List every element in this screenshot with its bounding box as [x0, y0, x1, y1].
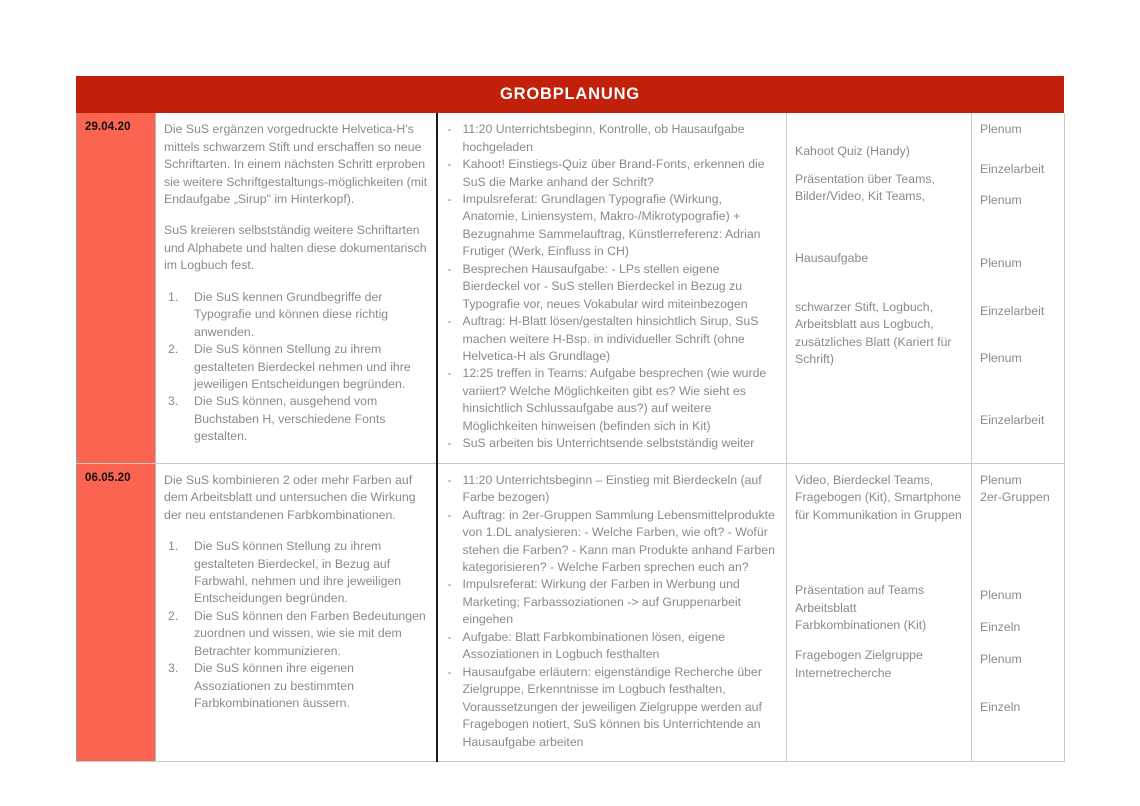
- goal-list-item: Die SuS kennen Grundbegriffe der Typografie und können diese richtig anwenden.: [194, 289, 389, 339]
- social-form-entry: Einzelarbeit: [980, 303, 1045, 318]
- row-date: 29.04.20: [77, 113, 156, 463]
- row-social-forms: [972, 463, 1065, 761]
- activity-list-item: - 11:20 Unterrichtsbeginn – Einstieg mit Bierdeckeln (auf Farbe bezogen): [446, 472, 779, 507]
- social-form-entry: Plenum: [980, 472, 1022, 487]
- social-form-entry: Plenum: [980, 122, 1022, 137]
- goal-list-item: Die SuS können den Farben Bedeutungen zuordnen und wissen, wie sie mit dem Betrachter kommunizieren.: [194, 608, 426, 658]
- row-materials: [787, 113, 972, 463]
- social-form-entry: Plenum: [980, 255, 1022, 270]
- grobplanung-document: [76, 76, 1064, 762]
- goal-list: [164, 538, 428, 713]
- social-form-entry: Plenum: [980, 351, 1022, 366]
- goal-list: [164, 289, 428, 446]
- goal-paragraph: SuS kreieren selbstständig weitere Schriftarten und Alphabete und halten diese dokumentarisch im Logbuch fest.: [164, 223, 427, 273]
- table-body: [77, 113, 1065, 761]
- activity-list-item: - Aufgabe: Blatt Farbkombinationen lösen, eigene Assoziationen in Logbuch festhalten: [446, 629, 779, 664]
- material-entry: Präsentation auf Teams Arbeitsblatt Farbkombinationen (Kit): [795, 583, 927, 633]
- activity-list-item: - Kahoot! Einstiegs-Quiz über Brand-Fonts, erkennen die SuS die Marke anhand der Schrift?: [446, 156, 779, 191]
- activity-list: [446, 121, 779, 453]
- row-activities: [437, 463, 787, 761]
- social-form-entry: Einzelarbeit: [980, 161, 1045, 176]
- table-row: [77, 463, 1065, 761]
- goal-paragraph: Die SuS ergänzen vorgedruckte Helvetica-H's mittels schwarzem Stift und erschaffen so neue Schriftarten. In einem nächsten Schritt erproben sie weitere Schriftgestaltungs-möglichkeiten (mit Endaufgabe „Sirup" im Hinterkopf).: [164, 122, 428, 206]
- material-entry: Fragebogen Zielgruppe Internetrecherche: [795, 648, 923, 680]
- activity-list-item: - Auftrag: H-Blatt lösen/gestalten hinsichtlich Sirup, SuS machen weitere H-Bsp. in individueller Schrift (ohne Helvetica-H als Grundlage): [446, 313, 779, 365]
- activity-list-item: - Hausaufgabe erläutern: eigenständige Recherche über Zielgruppe, Erkenntnisse im Logbuch festhalten, Voraussetzungen der jeweiligen Zielgruppe werden auf Fragebogen notiert, SuS können bis Unterrichtende an Hausaufgabe arbeiten: [446, 664, 779, 751]
- material-entry: Video, Bierdeckel Teams, Fragebogen (Kit), Smartphone für Kommunikation in Gruppen: [795, 472, 962, 522]
- material-entry: Hausaufgabe: [795, 250, 869, 265]
- row-date: 06.05.20: [77, 463, 156, 761]
- goal-list-item: Die SuS können Stellung zu ihrem gestalteten Bierdeckel nehmen und ihre jeweiligen Entscheidungen begründen.: [194, 342, 411, 392]
- material-entry: schwarzer Stift, Logbuch, Arbeitsblatt aus Logbuch, zusätzliches Blatt (Kariert für Schrift): [795, 299, 952, 367]
- social-form-entry: Einzeln: [980, 620, 1021, 635]
- row-activities: [437, 113, 787, 463]
- page-title: GROBPLANUNG: [76, 76, 1064, 113]
- row-materials: [787, 463, 972, 761]
- social-form-entry: Plenum: [980, 587, 1022, 602]
- social-form-entry: 2er-Gruppen: [980, 490, 1050, 505]
- row-social-forms: [972, 113, 1065, 463]
- social-form-entry: Einzelarbeit: [980, 412, 1045, 427]
- activity-list-item: - SuS arbeiten bis Unterrichtsende selbstständig weiter: [446, 435, 779, 452]
- activity-list-item: - Besprechen Hausaufgabe: - LPs stellen eigene Bierdeckel vor - SuS stellen Bierdeckel in Bezug zu Typografie vor, neues Vokabular wird miteinbezogen: [446, 261, 779, 313]
- activity-list-item: - Auftrag: in 2er-Gruppen Sammlung Lebensmittelprodukte von 1.DL analysieren: - Welche Farben, wie oft? - Wofür stehen die Farben? - Kann man Produkte anhand Farben kategorisieren? - Welche Farben sprechen euch an?: [446, 507, 779, 577]
- activity-list-item: - 12:25 treffen in Teams: Aufgabe besprechen (wie wurde variiert? Welche Möglichkeiten gibt es? Wie sieht es hinsichtlich Schlussaufgabe aus?) auf weitere Möglichkeiten hinweisen (befinden sich in Kit): [446, 365, 779, 435]
- material-entry: Kahoot Quiz (Handy): [795, 144, 910, 159]
- activity-list-item: - 11:20 Unterrichtsbeginn, Kontrolle, ob Hausaufgabe hochgeladen: [446, 121, 779, 156]
- material-entry: Präsentation über Teams, Bilder/Video, Kit Teams,: [795, 171, 935, 204]
- goal-paragraph: Die SuS kombinieren 2 oder mehr Farben auf dem Arbeitsblatt und untersuchen die Wirkung der neu entstandenen Farbkombinationen.: [164, 472, 416, 522]
- social-form-entry: Einzeln: [980, 700, 1021, 715]
- activity-list: [446, 472, 779, 751]
- activity-list-item: - Impulsreferat: Wirkung der Farben in Werbung und Marketing; Farbassoziationen -> auf Gruppenarbeit eingehen: [446, 576, 779, 628]
- goal-list-item: Die SuS können ihre eigenen Assoziationen zu bestimmten Farbkombinationen äussern.: [194, 661, 354, 711]
- goal-list-item: Die SuS können, ausgehend vom Buchstaben H, verschiedene Fonts gestalten.: [194, 394, 386, 444]
- goal-list-item: Die SuS können Stellung zu ihrem gestalteten Bierdeckel, in Bezug auf Farbwahl, nehmen und ihre jeweiligen Entscheidungen begründen.: [194, 539, 402, 606]
- social-form-entry: Plenum: [980, 651, 1022, 666]
- activity-list-item: - Impulsreferat: Grundlagen Typografie (Wirkung, Anatomie, Liniensystem, Makro-/Mikrotypografie) + Bezugnahme Sammelauftrag, Künstlerreferenz: Adrian Frutiger (Werk, Einfluss in CH): [446, 191, 779, 261]
- table-row: [77, 113, 1065, 463]
- row-goals: [156, 463, 437, 761]
- row-goals: [156, 113, 437, 463]
- grobplanung-table: [76, 113, 1065, 762]
- social-form-entry: Plenum: [980, 193, 1022, 208]
